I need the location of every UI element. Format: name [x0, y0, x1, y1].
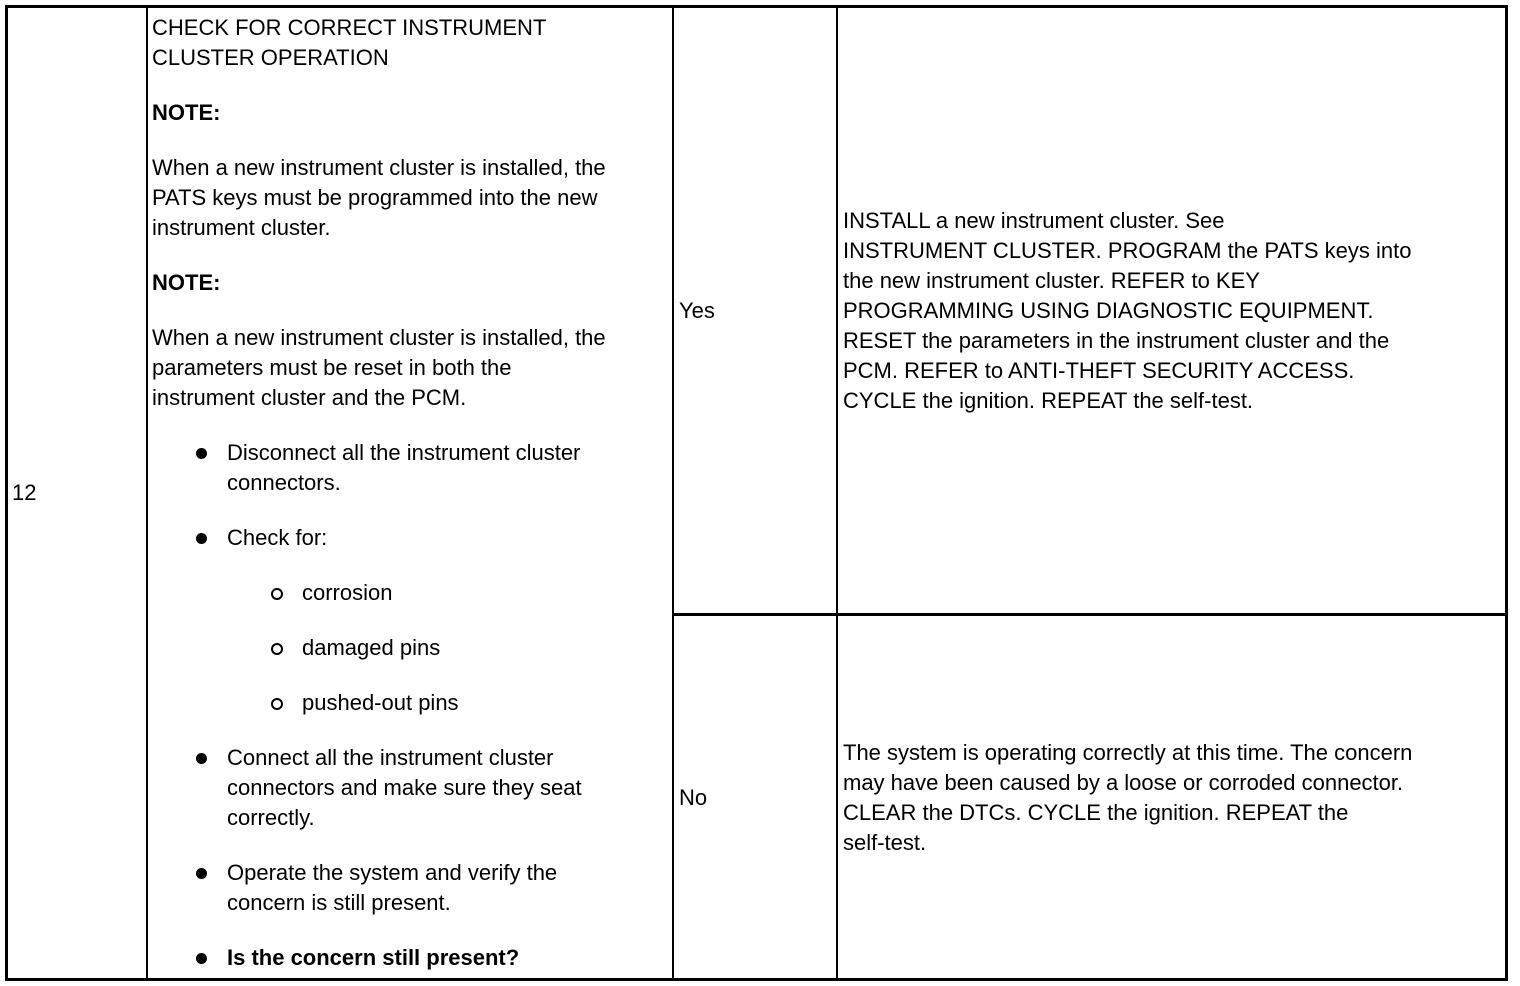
note-label: NOTE: [152, 270, 221, 295]
action-text: self-test. [843, 830, 927, 855]
bullet-text: Disconnect all the instrument cluster [227, 440, 581, 465]
bullet-icon [196, 868, 207, 879]
bullet-text: Connect all the instrument cluster [227, 745, 554, 770]
action-text: CLEAR the DTCs. CYCLE the ignition. REPEAT the [843, 800, 1349, 825]
sub-bullet-text: pushed-out pins [302, 690, 459, 715]
bullet-text: concern is still present. [227, 890, 451, 915]
note-text: instrument cluster. [152, 215, 331, 240]
column-divider [146, 5, 148, 981]
bullet-text: connectors. [227, 470, 341, 495]
note-text: PATS keys must be programmed into the new [152, 185, 598, 210]
action-text: INSTRUMENT CLUSTER. PROGRAM the PATS keys into [843, 238, 1412, 263]
bullet-text: Operate the system and verify the [227, 860, 558, 885]
sub-bullet-text: damaged pins [302, 635, 441, 660]
action-text: the new instrument cluster. REFER to KEY [843, 268, 1260, 293]
row-divider [672, 613, 1508, 616]
action-text: INSTALL a new instrument cluster. See [843, 208, 1225, 233]
action-text: CYCLE the ignition. REPEAT the self-test. [843, 388, 1254, 413]
circle-bullet-icon [271, 698, 283, 710]
bullet-icon [196, 753, 207, 764]
action-text: PCM. REFER to ANTI-THEFT SECURITY ACCESS. [843, 358, 1355, 383]
bullet-text: correctly. [227, 805, 315, 830]
note-label: NOTE: [152, 100, 221, 125]
action-text: PROGRAMMING USING DIAGNOSTIC EQUIPMENT. [843, 298, 1374, 323]
note-text: When a new instrument cluster is installed, the [152, 155, 606, 180]
question-text: Is the concern still present? [227, 945, 520, 970]
bullet-icon [196, 448, 207, 459]
note-text: instrument cluster and the PCM. [152, 385, 467, 410]
column-divider [672, 5, 674, 981]
step-number: 12 [12, 480, 37, 505]
circle-bullet-icon [271, 643, 283, 655]
yes-label: Yes [679, 298, 715, 323]
bullet-text: Check for: [227, 525, 328, 550]
bullet-icon [196, 533, 207, 544]
action-text: may have been caused by a loose or corroded connector. [843, 770, 1404, 795]
no-label: No [679, 785, 708, 810]
column-divider [836, 5, 838, 981]
step-title: CLUSTER OPERATION [152, 45, 389, 70]
action-text: RESET the parameters in the instrument cluster and the [843, 328, 1390, 353]
action-text: The system is operating correctly at this time. The concern [843, 740, 1413, 765]
step-title: CHECK FOR CORRECT INSTRUMENT [152, 15, 547, 40]
note-text: When a new instrument cluster is installed, the [152, 325, 606, 350]
note-text: parameters must be reset in both the [152, 355, 512, 380]
circle-bullet-icon [271, 588, 283, 600]
bullet-text: connectors and make sure they seat [227, 775, 582, 800]
bullet-icon [196, 953, 207, 964]
sub-bullet-text: corrosion [302, 580, 393, 605]
